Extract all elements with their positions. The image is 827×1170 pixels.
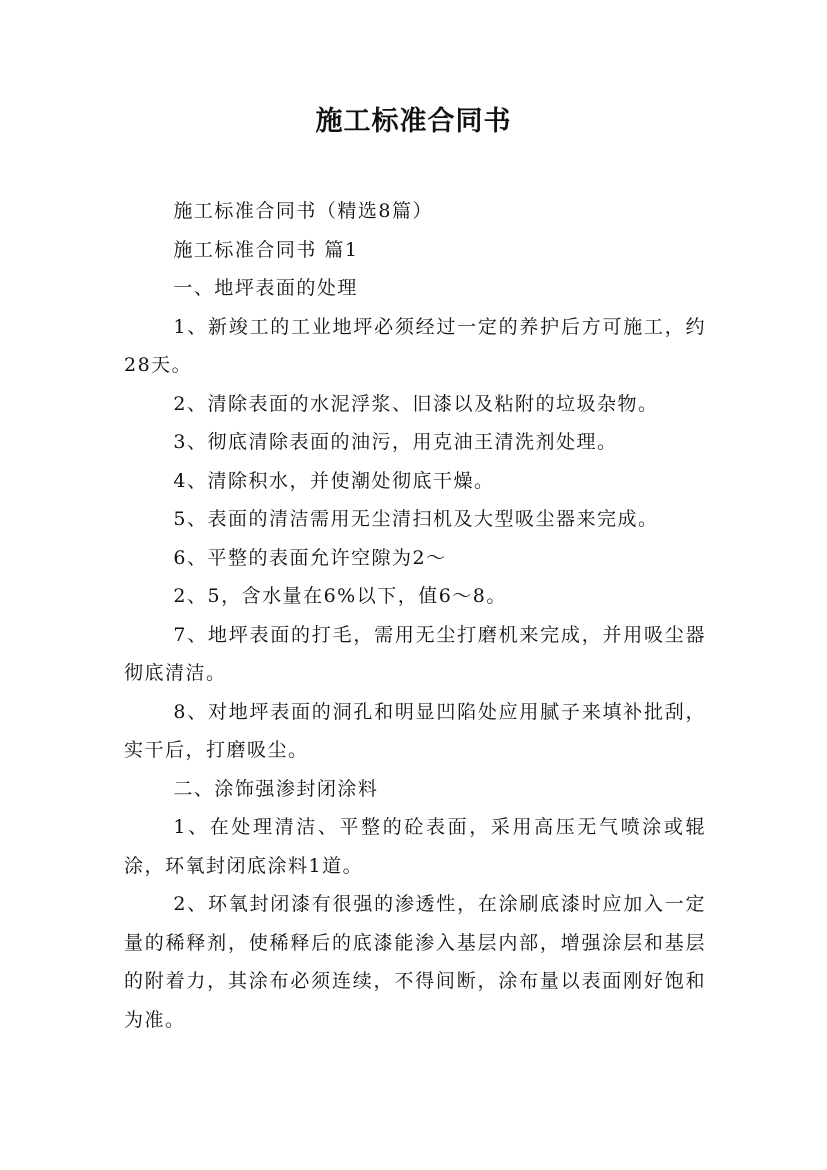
paragraph-item: 1、新竣工的工业地坪必须经过一定的养护后方可施工，约28天。: [124, 315, 706, 376]
paragraph-item: 8、对地坪表面的洞孔和明显凹陷处应用腻子来填补批刮，实干后，打磨吸尘。: [124, 700, 706, 761]
paragraph-item: 4、清除积水，并使潮处彻底干燥。: [173, 469, 495, 492]
document-title: 施工标准合同书: [315, 106, 512, 137]
paragraph-item: 1、在处理清洁、平整的砼表面，采用高压无气喷涂或辊涂，环氧封闭底涂料1道。: [124, 816, 706, 877]
paragraph-subtitle: 施工标准合同书（精选8篇）: [173, 200, 433, 222]
paragraph-heading-sealing-coating: 二、涂饰强渗封闭涂料: [173, 777, 379, 800]
document-body: [124, 192, 706, 1039]
paragraph-item: 3、彻底清除表面的油污，用克油王清洗剂处理。: [173, 431, 618, 453]
paragraph-item: 2、环氧封闭漆有很强的渗透性，在涂刷底漆时应加入一定量的稀释剂，使稀释后的底漆能渗入基层内部，增强涂层和基层的附着力，其涂布必须连续，不得间断，涂布量以表面刚好饱和为准。: [124, 893, 706, 1031]
paragraph-item: 6、平整的表面允许空隙为2～: [173, 546, 447, 569]
paragraph-item: 5、表面的清洁需用无尘清扫机及大型吸尘器来完成。: [173, 508, 659, 530]
paragraph-section-heading: 施工标准合同书 篇1: [173, 238, 359, 261]
paragraph-item: 2、5，含水量在6%以下，值6～8。: [173, 585, 507, 607]
paragraph-heading-floor-treatment: 一、地坪表面的处理: [173, 277, 358, 299]
paragraph-item: 7、地坪表面的打毛，需用无尘打磨机来完成，并用吸尘器彻底清洁。: [124, 623, 706, 684]
paragraph-item: 2、清除表面的水泥浮浆、旧漆以及粘附的垃圾杂物。: [173, 392, 659, 415]
